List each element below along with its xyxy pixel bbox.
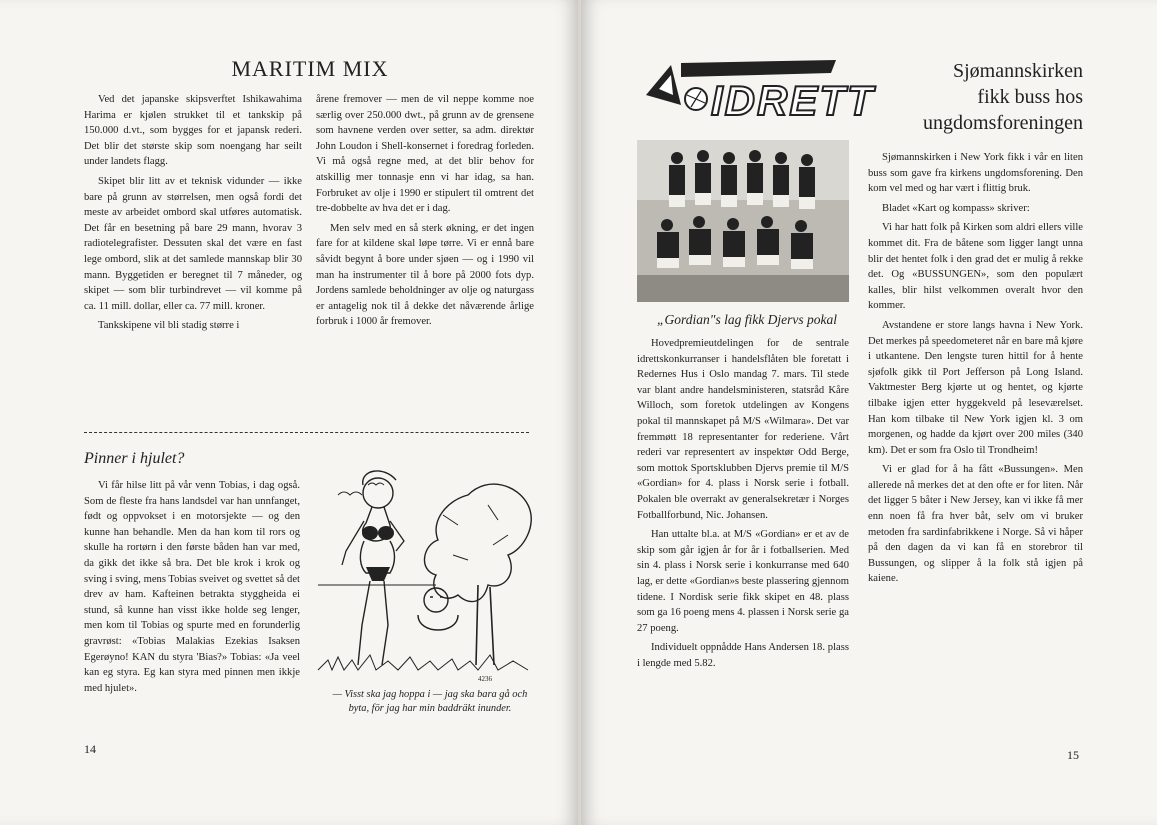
kirke-title	[861, 58, 1083, 136]
photo-caption: „Gordian"s lag fikk Djervs pokal	[657, 312, 837, 327]
left-page	[0, 0, 578, 825]
paragraph: Han uttalte bl.a. at M/S «Gordian» er et av de skip som går igjen år for år i fotballserien. Med sin 4. plass i Norsk serie i konkurranse med 640 lag, er dette «Gordian»s beste plassering gjennom tidene. I Nordisk serie fikk skipet en 48. plass som ga 16 poeng mens 4. plassen i Norsk serie ga 27 poeng.	[637, 529, 849, 634]
paragraph: Skipet blir litt av et teknisk vidunder — ikke bare på grunn av størrelsen, men også fordi det meste av arbeidet ombord skal utføres automatisk. Det får en besetning på bare 29 mann, hvorav 3 radiotelegrafister. Dessuten skal det være en fast lege ombord, slik at det samlede mannskap blir 30 mann. Byggetiden er beregnet til 7 måneder, og skipet — som blir turbindrevet — vil komme på ca. 11 mill. dollar, eller ca. 77 mill. kroner.	[84, 175, 302, 312]
paragraph: Hovedpremieutdelingen for de sentrale idrettskonkurranser i handelsflåten ble foretatt i Redernes Hus i Oslo mandag 7. mars. Til stede var blant andre handelsministeren, statsråd Kåre Willoch, som foretok utdelingen av Kongens pokal til mannskapet på M/S «Wilmara». Det var fremmøtt 18 representanter for rederiene. Vårt rederi var representert av inspektør Odd Berge, som mottok Sportsklubben Djervs premie til M/S «Gordian» for 4. plass i Norsk serie i fotball. Pokalen ble overrakt av generalsekretær i Norges Fotballforbund, Nic. Johansen.	[637, 338, 849, 521]
idrett-logo	[641, 55, 875, 125]
paragraph: Men selv med en så sterk økning, er det ingen fare for at kildene skal løpe tørre. Vi er ennå bare såvidt begynt å bore under sjøen — og i 1990 vil man ha instrumenter til å bore på 2000 fots dyp. Jordens samlede beholdninger av olje og naturgass er antagelig nok til å dekke det nåværende årlige forbruk i 1000 år fremover.	[316, 222, 534, 328]
paragraph: Bladet «Kart og kompass» skriver:	[882, 202, 1030, 214]
paragraph: Avstandene er store langs havna i New York. Det merkes på speedometeret når en bare må kjøre i utkantene. Den lengste turen hittil for å hente sjøfolk gikk til Port Jefferson på Long Island. Vaktmester Berg kjørte ut og hentet, og kjørte tilbake igjen etter hyggekveld på leseværelset. Han kom tilbake til New York igjen kl. 3 om morgenen, og hadde da kjørt over 200 miles (340 km). Det er som fra Oslo til Trondheim!	[868, 319, 1083, 456]
pinner-text-column	[84, 478, 300, 700]
idrett-column	[637, 336, 849, 675]
logo-text: IDRETT	[711, 77, 875, 124]
svg-text:4236: 4236	[478, 675, 492, 683]
paragraph: Vi får hilse litt på vår venn Tobias, i dag også. Som de fleste fra hans landsdel var han unnfanget, født og oppvokset i en motorsjekte — og den kunne han behandle. Men da han kom til rors og skulle ha rortørn i den første båden han var med, da gikk det ikke så bra. Det ble krok i krok og sving i sving, mens Tobias sveivet og svettet så det drev av ham. Kafteinen betrakta styggheida ei stund, så kunne han visst ikke holde seg lenger, men kom til Tobias og spurte med en forunderlig gravrøst: «Tobias Malakias Ezekias Isaksen Egerøyno! KAN du styra 'Bias?» Tobias: «Ja veel kan eg styra. Eg kan styra med pinnen men ikkje med hjulet».	[84, 480, 300, 694]
maritim-column-2	[316, 92, 534, 334]
paragraph: Individuelt oppnådde Hans Andersen 18. plass i lengde med 5.82.	[637, 642, 849, 669]
cartoon-caption: — Visst ska jag hoppa i — jag ska bara gå och byta, för jag har min baddräkt inunder.	[332, 689, 528, 714]
team-photo	[637, 140, 849, 302]
maritim-column-1	[84, 92, 302, 338]
paragraph: Vi er glad for å ha fått «Bussungen». Men allerede nå merkes det at den ofte er for liten. Når det ligger 5 båter i New Jersey, kan vi ikke få mer enn noen få fra hver båt, selv om vi bruker metoden fra sardinfabrikkene i Norge. Så vi håper på den dagen da vi kan få en storebror til Bussungen, og slipper å la folk stå igjen på kaiene.	[868, 464, 1083, 585]
paragraph: Tankskipene vil bli stadig større i	[98, 320, 240, 332]
paragraph: Ved det japanske skipsverftet Ishikawahima Harima er kjølen strukket til et tankskip på 150.000 d.vt., som bygges for et japansk rederi. Det blir det største skip som noengang har seilt under landets flagg.	[84, 94, 302, 168]
title-line: Sjømannskirken	[953, 60, 1083, 82]
title-line: fikk buss hos	[977, 86, 1083, 108]
cartoon-illustration	[318, 455, 538, 685]
pinner-title: Pinner i hjulet?	[84, 450, 185, 467]
section-divider	[84, 432, 529, 433]
paragraph: Vi har hatt folk på Kirken som aldri ellers ville kommet dit. Fra de båtene som ligger langt unna blir det hentet folk i den grad det er mulig å rekke det. Og «BUSSUNGEN», som den populært kalles, blir hilst velkommen overalt hvor den kommer.	[868, 222, 1083, 312]
kirke-column	[868, 150, 1083, 591]
title-line: ungdomsforeningen	[923, 112, 1083, 134]
page-number: 14	[84, 742, 96, 756]
right-page	[581, 0, 1157, 825]
page-title: MARITIM MIX	[231, 56, 389, 81]
paragraph: Sjømannskirken i New York fikk i vår en liten buss som gave fra kirkens ungdomsforening. Den kom vel med og har vært i flittig bruk.	[868, 152, 1083, 195]
paragraph: årene fremover — men de vil neppe komme noe særlig over 250.000 dwt., på grunn av de grensene som havnene verden over setter, sa adm. direktør John Loudon i Shell-konsernet i foredrag forleden. Vi må også regne med, at det blir behov for atskillig mer tonnasje enn vi har idag, sa han. Forbruket av olje i 1990 er stipulert til omtrent det tre-dobbelte av hva det er i dag.	[316, 94, 534, 215]
page-number: 15	[1067, 748, 1079, 762]
